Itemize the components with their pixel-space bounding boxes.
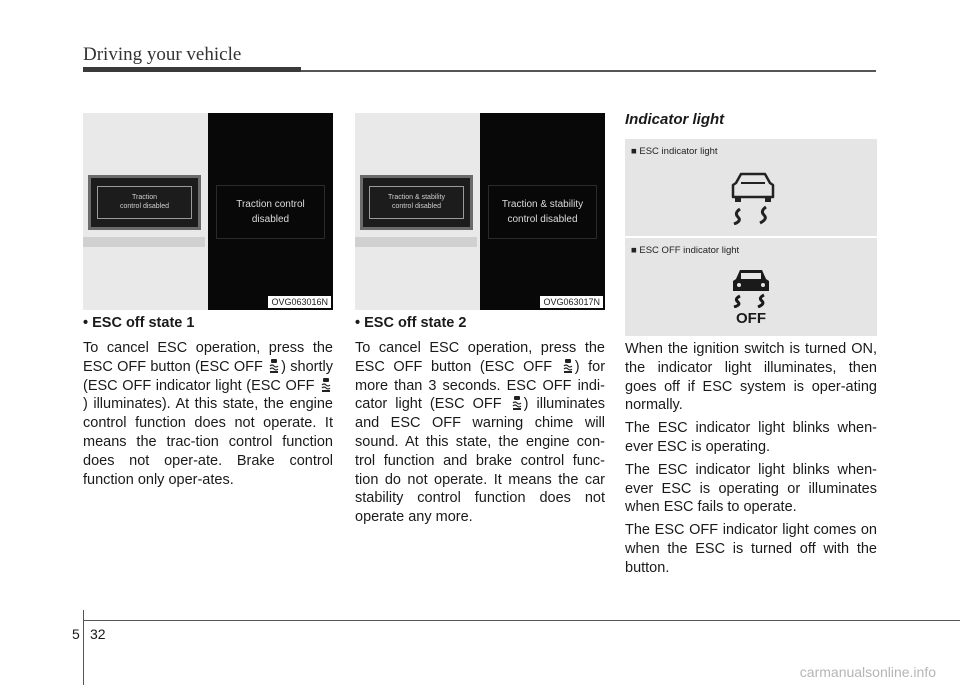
large-display-line1: Traction control [236, 199, 305, 210]
esc-off-icon [563, 358, 573, 373]
cluster-display-large [480, 113, 605, 310]
esc-indicator-label: ■ ESC indicator light [631, 146, 718, 157]
dashboard-trim [355, 237, 477, 247]
esc-off-state2-text: To cancel ESC operation, press the ESC OFF button (ESC OFF ) for more than 3 seconds. ESC OFF indi-cator light (ESC OFF ) illuminates and ESC OFF warning chime will sound. At this state, the engine con-trol function and brake control func-tion do not operate. It means the car stability control function does not operate any more. [355, 340, 606, 526]
indicator-para-2: The ESC indicator light blinks when-ever ESC is operating. [625, 420, 877, 455]
header-rule [301, 70, 876, 72]
indicator-para-4: The ESC OFF indicator light comes on when the ESC is turned off with the button. [625, 522, 877, 576]
cluster-display-large [208, 113, 333, 310]
chapter-number: 5 [72, 626, 80, 642]
photo-traction-control-disabled [83, 113, 333, 310]
indicator-light-heading: Indicator light [625, 111, 725, 128]
large-display-line2: disabled [251, 214, 290, 225]
esc-off-indicator-label: ■ ESC OFF indicator light [631, 245, 740, 256]
dashboard-trim [83, 237, 205, 247]
small-display-line1: Traction [131, 194, 158, 201]
cluster-display-small [88, 175, 201, 230]
esc-indicator-panel [625, 139, 877, 236]
photo-traction-stability-disabled [355, 113, 605, 310]
esc-off-state1-text: To cancel ESC operation, press the ESC OFF button (ESC OFF ) shortly (ESC OFF indicator light (ESC OFF ) illuminates). At this state, the engine control function does not operate. It means the trac-tion control function does not oper-ate. Brake control function only oper-ates. [83, 340, 333, 488]
watermark: carmanualsonline.info [799, 664, 936, 680]
esc-off-state2-heading: • ESC off state 2 [355, 315, 467, 331]
indicator-text [625, 340, 877, 578]
small-display-line2: control disabled [391, 203, 442, 210]
off-label: OFF [736, 310, 766, 327]
footer-divider [83, 610, 84, 685]
esc-off-indicator-panel [625, 238, 877, 336]
photo-code: OVG063017N [540, 296, 603, 308]
footer-rule [83, 620, 960, 621]
header-title: Driving your vehicle [83, 44, 242, 65]
esc-off-icon [321, 377, 331, 392]
header-bar [83, 67, 301, 72]
large-display-line1: Traction & stability [501, 199, 584, 210]
small-display-line1: Traction & stability [388, 194, 445, 201]
esc-off-indicator-icon [728, 266, 774, 308]
page-number: 32 [90, 626, 106, 642]
indicator-para-1: When the ignition switch is turned ON, the indicator light illuminates, then goes off if ESC system is oper-ating normally. [625, 341, 877, 414]
esc-off-icon [269, 358, 279, 373]
large-display-line2: control disabled [507, 214, 578, 225]
indicator-para-3: The ESC indicator light blinks when-ever ESC is operating or illuminates when ESC fails to operate. [625, 461, 877, 516]
esc-indicator-icon [726, 169, 780, 225]
esc-off-state1-heading: • ESC off state 1 [83, 315, 195, 331]
esc-off-icon [512, 395, 522, 410]
photo-code: OVG063016N [268, 296, 331, 308]
cluster-display-small [360, 175, 473, 230]
small-display-line2: control disabled [119, 203, 170, 210]
